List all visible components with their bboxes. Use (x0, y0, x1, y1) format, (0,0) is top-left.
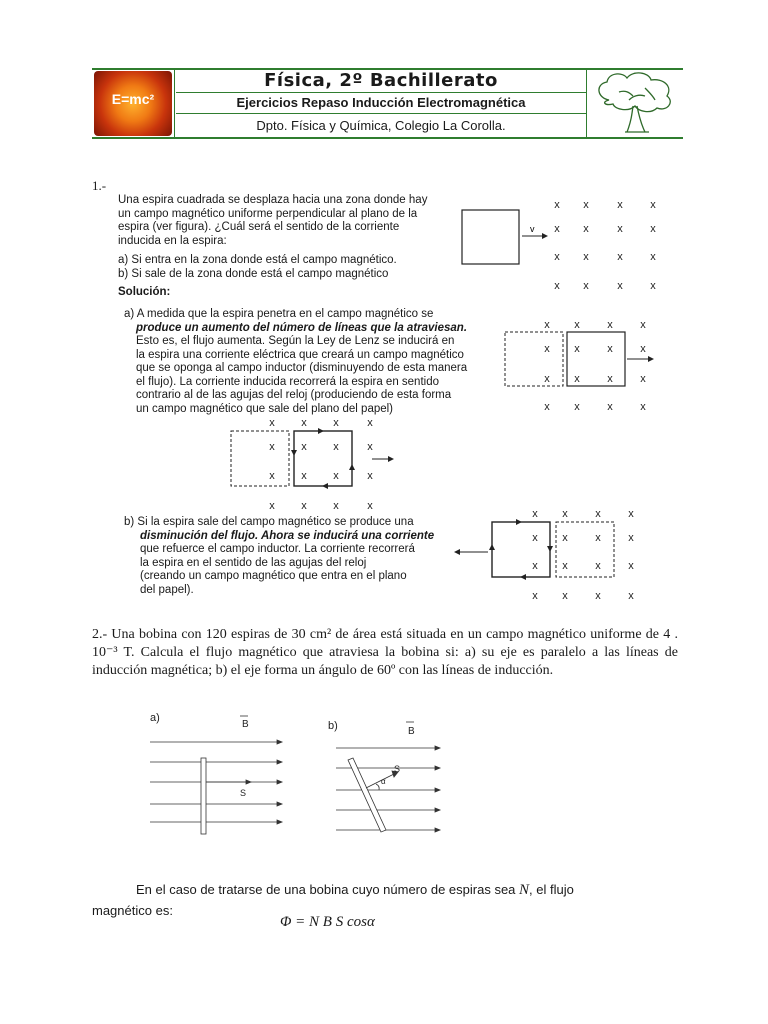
field-x-symbol: x (367, 470, 373, 482)
field-line-arrowhead (277, 820, 282, 824)
figure-2-loop-entering (500, 312, 660, 418)
field-x-symbol: x (562, 508, 568, 520)
field-x-symbol: x (607, 373, 613, 385)
field-x-symbol: x (562, 590, 568, 602)
answer-a-line: produce un aumento del número de líneas que la atraviesan. (136, 321, 468, 334)
field-x-symbol: x (333, 470, 339, 482)
current-arrow-bottom (322, 483, 328, 489)
velocity-label: v (530, 224, 535, 234)
answer-a-line: la espira una corriente eléctrica que creará un campo magnético (136, 348, 464, 361)
field-x-symbol: x (628, 532, 634, 544)
field-line-arrowhead (435, 746, 440, 750)
statement-line: espira (ver figura). ¿Cuál será el sentido de la corriente (118, 221, 400, 233)
answer-b-line: (creando un campo magnético que entra en el plano (140, 570, 407, 582)
field-x-symbol: x (574, 373, 580, 385)
question-1-statement (118, 194, 458, 300)
field-x-symbol: x (574, 343, 580, 355)
question-2-statement: 2.- Una bobina con 120 espiras de 30 cm² de área está situada en un campo magnético uniforme de 4 . 10⁻³ T. Calcula el flujo magnético que atraviesa la bobina si: a) su eje es paralelo a las líneas de inducción magnética; b) el eje forma un ángulo de 60º con las líneas de inducción. (92, 627, 678, 678)
formula-note-line-2: magnético es: (92, 903, 173, 918)
figure-3-induced-current-counterclockwise (226, 414, 402, 514)
field-line-arrowhead (277, 802, 282, 806)
field-x-symbol: x (574, 319, 580, 331)
solution-label: Solución: (118, 286, 171, 298)
field-x-symbol: x (650, 199, 656, 211)
field-x-symbol: x (333, 500, 339, 512)
angle-arc (376, 784, 379, 790)
answer-b-line: la espira en el sentido de las agujas del reloj (140, 556, 367, 569)
fig-b-label: b) (328, 720, 338, 732)
note-symbol-n: N (519, 882, 530, 898)
field-x-symbol: x (562, 560, 568, 572)
magnetic-field-grid (554, 199, 656, 292)
previous-position-dashed (505, 332, 563, 386)
field-line-arrowhead (277, 740, 282, 744)
current-arrow-right (547, 546, 553, 552)
answer-a-line: el flujo). La corriente inducida recorrerá la espira en sentido (136, 375, 439, 388)
sun-logo (94, 71, 172, 136)
field-x-symbol: x (617, 280, 623, 292)
velocity-arrowhead (454, 549, 460, 555)
field-x-symbol: x (554, 251, 560, 263)
field-x-symbol: x (544, 373, 550, 385)
header-subtitle-rule (176, 113, 586, 114)
formula-note-line-1 (136, 882, 678, 899)
field-line-arrowhead (277, 780, 282, 784)
field-x-symbol: x (595, 590, 601, 602)
field-line-arrowhead (435, 828, 440, 832)
answer-a-line: a) A medida que la espira penetra en el campo magnético se (124, 308, 434, 320)
current-arrow-left (291, 450, 297, 456)
current-arrow-top (516, 519, 522, 525)
field-x-symbol: x (301, 441, 307, 453)
answer-b-line: del papel). (140, 583, 194, 596)
option-b: b) Si sale de la zona donde está el campo magnético (118, 267, 389, 280)
field-x-symbol: x (640, 373, 646, 385)
field-x-symbol: x (617, 199, 623, 211)
answer-b-line: b) Si la espira sale del campo magnético se produce una (124, 516, 414, 528)
field-x-symbol: x (544, 343, 550, 355)
field-x-symbol: x (628, 590, 634, 602)
answer-a-line: Esto es, el flujo aumenta. Según la Ley de Lenz se inducirá en (136, 335, 455, 347)
document-header (92, 68, 683, 139)
header-bottom-rule (92, 137, 683, 139)
vector-b-label-b: B (408, 726, 415, 737)
square-loop (492, 522, 550, 577)
option-a: a) Si entra en la zona donde está el campo magnético. (118, 254, 397, 266)
department-name: Dpto. Física y Química, Colegio La Corolla. (256, 118, 506, 133)
header-divider-right (586, 70, 587, 137)
note-text: En el caso de tratarse de una bobina cuyo número de espiras sea (136, 882, 516, 897)
vector-s-label-b: S (394, 764, 401, 774)
note-text-end: , el flujo (529, 882, 574, 897)
field-x-symbol: x (333, 417, 339, 429)
tree-icon (589, 70, 681, 136)
current-arrow-top (318, 428, 324, 434)
flux-formula: Φ = N B S cosα (280, 914, 375, 930)
field-x-symbol: x (367, 417, 373, 429)
field-x-symbol: x (269, 500, 275, 512)
field-line-arrowhead (277, 760, 282, 764)
answer-a-line: un campo magnético que sale del plano del papel) (136, 402, 394, 415)
field-x-symbol: x (554, 223, 560, 235)
field-x-symbol: x (583, 251, 589, 263)
field-x-symbol: x (595, 560, 601, 572)
statement-line: Una espira cuadrada se desplaza hacia una zona donde hay (118, 194, 428, 206)
field-x-symbol: x (532, 532, 538, 544)
field-x-symbol: x (532, 508, 538, 520)
field-x-symbol: x (269, 470, 275, 482)
figure-1-loop-approaching (456, 188, 676, 298)
field-x-symbol: x (333, 441, 339, 453)
field-x-symbol: x (650, 251, 656, 263)
logo-text: E=mc² (111, 91, 155, 107)
question-1-number: 1.- (92, 178, 107, 193)
statement-line: inducida en la espira: (118, 234, 227, 247)
field-x-symbol: x (301, 500, 307, 512)
figure-5-coil-in-field (146, 710, 450, 850)
page-subtitle: Ejercicios Repaso Inducción Electromagnética (236, 95, 526, 110)
fig-a-label: a) (150, 712, 160, 724)
angle-label: α (381, 777, 386, 786)
vector-b-label: B (242, 719, 249, 730)
field-x-symbol: x (640, 343, 646, 355)
field-x-symbol: x (617, 251, 623, 263)
field-line-arrowhead (435, 788, 440, 792)
answer-b-line: disminución del flujo. Ahora se inducirá una corriente (140, 529, 435, 542)
field-x-symbol: x (562, 532, 568, 544)
field-x-symbol: x (607, 319, 613, 331)
field-x-symbol: x (544, 401, 550, 413)
current-arrow-bottom (520, 574, 526, 580)
normal-vector-s-b (366, 774, 394, 788)
field-x-symbol: x (532, 590, 538, 602)
velocity-arrowhead (388, 456, 394, 462)
field-x-symbol: x (650, 280, 656, 292)
field-x-symbol: x (583, 223, 589, 235)
current-arrow-left (489, 544, 495, 550)
answer-a (124, 308, 496, 416)
square-loop (462, 210, 519, 264)
field-x-symbol: x (574, 401, 580, 413)
field-x-symbol: x (628, 508, 634, 520)
field-x-symbol: x (367, 500, 373, 512)
coil-a (201, 758, 206, 834)
field-x-symbol: x (607, 343, 613, 355)
field-x-symbol: x (595, 532, 601, 544)
field-x-symbol: x (554, 199, 560, 211)
field-x-symbol: x (301, 417, 307, 429)
field-x-symbol: x (640, 319, 646, 331)
field-x-symbol: x (595, 508, 601, 520)
field-line-arrowhead (435, 808, 440, 812)
field-x-symbol: x (650, 223, 656, 235)
coil-b (348, 758, 386, 832)
field-x-symbol: x (269, 441, 275, 453)
answer-a-line: contrario al de las agujas del reloj (produciendo de esta forma (136, 389, 452, 401)
field-x-symbol: x (628, 560, 634, 572)
field-x-symbol: x (544, 319, 550, 331)
statement-line: un campo magnético uniforme perpendicular al plano de la (118, 207, 418, 220)
field-line-arrowhead (435, 766, 440, 770)
magnetic-field-grid (544, 319, 646, 413)
answer-b (124, 516, 440, 597)
field-x-symbol: x (617, 223, 623, 235)
field-x-symbol: x (554, 280, 560, 292)
field-x-symbol: x (532, 560, 538, 572)
field-x-symbol: x (583, 199, 589, 211)
current-arrow-right (349, 464, 355, 470)
page-title: Física, 2º Bachillerato (264, 70, 498, 91)
header-divider-left (174, 70, 175, 137)
velocity-arrowhead (542, 233, 548, 239)
field-x-symbol: x (301, 470, 307, 482)
velocity-arrowhead (648, 356, 654, 362)
answer-a-line: que se oponga al campo inductor (disminuyendo de esta manera (136, 362, 468, 374)
header-title-rule (176, 92, 586, 93)
figure-4-induced-current-clockwise (448, 504, 644, 604)
field-x-symbol: x (607, 401, 613, 413)
previous-position-dashed (231, 431, 289, 486)
field-x-symbol: x (367, 441, 373, 453)
field-x-symbol: x (583, 280, 589, 292)
vector-s-label-a: S (240, 788, 247, 798)
answer-b-line: que refuerce el campo inductor. La corriente recorrerá (140, 543, 415, 555)
normal-arrowhead-a (246, 780, 251, 784)
field-x-symbol: x (640, 401, 646, 413)
field-x-symbol: x (269, 417, 275, 429)
